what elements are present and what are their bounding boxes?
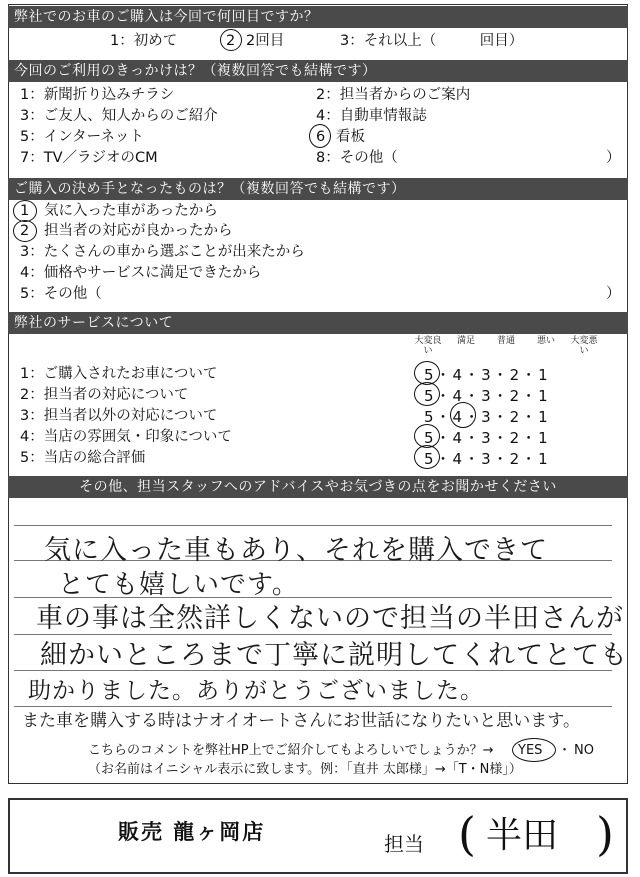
q4-item-2-scale: 5・4・3・2・1 xyxy=(424,387,550,405)
q3-circled-number-1: 1 xyxy=(20,203,30,219)
q2-option-3: 3：ご友人、知人からのご紹介 xyxy=(20,108,218,124)
scale-label-bad: 悪い xyxy=(536,336,555,346)
q3-option-5: 5：その他（ xyxy=(20,286,102,302)
q3-title: ご購入の決め手となったものは？（複数回答でも結構です） xyxy=(8,178,628,200)
q2-option-6: 看板 xyxy=(336,129,365,145)
q4-item-1-scale: 5・4・3・2・1 xyxy=(424,366,550,384)
handwritten-line-2: とても嬉しいです。 xyxy=(58,570,299,600)
staff-open-paren: ( xyxy=(458,807,476,861)
q3-close-paren: ） xyxy=(606,286,621,302)
q2-option-2: 2：担当者からのご案内 xyxy=(316,87,471,103)
q4-item-1: 1：ご購入されたお車について xyxy=(20,366,218,382)
q4-item-4: 4：当店の雰囲気・印象について xyxy=(20,429,232,445)
q1-option-3: 3：それ以上（ 回目） xyxy=(340,33,524,49)
q3-option-2: 担当者の対応が良かったから xyxy=(44,223,233,239)
scale-label-very-bad: 大変悪い xyxy=(570,336,598,356)
q2-option-1: 1：新聞折り込みチラシ xyxy=(20,87,175,103)
consent-question: こちらのコメントを弊社HP上でご紹介してもよろしいでしょうか？→ xyxy=(88,743,494,758)
q2-option-4: 4：自動車情報誌 xyxy=(316,108,427,124)
handwritten-line-5: 助かりました。ありがとうございました。 xyxy=(28,678,484,704)
q1-title: 弊社でのお車のご購入は今回で何回目ですか？ xyxy=(8,6,628,28)
q4-item-3: 3：担当者以外の対応について xyxy=(20,408,218,424)
consent-sep: ・ xyxy=(558,743,572,758)
handwritten-line-1: 気に入った車もあり、それを購入できて xyxy=(44,535,548,566)
staff-label: 担当 xyxy=(384,832,424,856)
q4-item-3-rating-mark xyxy=(450,402,476,428)
q4-item-4-scale: 5・4・3・2・1 xyxy=(424,429,550,447)
q2-option-5: 5：インターネット xyxy=(20,129,144,145)
q4-item-3-scale: 5・4・3・2・1 xyxy=(424,408,550,426)
scale-label-very-good: 大変良い xyxy=(414,336,442,356)
handwritten-line-4: 細かいところまで丁寧に説明してくれてとても xyxy=(40,640,628,671)
q3-option-1: 気に入った車があったから xyxy=(44,203,218,219)
q1-option-2: 2回目 xyxy=(246,33,285,49)
q1-option-1: 1：初めて xyxy=(110,33,178,49)
comment-rule xyxy=(14,525,612,526)
q2-close-paren: ） xyxy=(606,150,621,166)
q4-item-2: 2：担当者の対応について xyxy=(20,387,189,403)
consent-yes: YES xyxy=(518,743,543,758)
consent-no: NO xyxy=(574,743,594,758)
q3-circled-number-2: 2 xyxy=(20,223,30,239)
q2-title: 今回のご利用のきっかけは？（複数回答でも結構です） xyxy=(8,60,628,82)
store-name: 販売 龍ヶ岡店 xyxy=(118,820,266,844)
q2-circled-number: 6 xyxy=(316,129,326,145)
q5-title: その他、担当スタッフへのアドバイスやお気づきの点をお聞かせください xyxy=(8,476,628,498)
q2-option-7: 7：TV／ラジオのCM xyxy=(20,150,158,166)
q4-item-5-scale: 5・4・3・2・1 xyxy=(424,450,550,468)
q4-item-5: 5：当店の総合評価 xyxy=(20,450,146,466)
scale-label-normal: 普通 xyxy=(496,336,515,346)
initials-note: （お名前はイニシャル表示に致します。例：「直井 太郎様」→「T・N様」） xyxy=(88,762,522,777)
handwritten-line-6: また車を購入する時はナオイオートさんにお世話になりたいと思います。 xyxy=(22,711,580,731)
staff-name: 半田 xyxy=(486,815,559,856)
q2-option-8: 8：その他（ xyxy=(316,150,398,166)
q4-item-2-rating-mark xyxy=(414,382,440,406)
scale-label-satisfied: 満足 xyxy=(456,336,475,346)
handwritten-line-3: 車の事は全然詳しくないので担当の半田さんが xyxy=(36,603,624,634)
q1-circled-number: 2 xyxy=(226,33,236,49)
staff-close-paren: ) xyxy=(596,807,614,861)
q4-item-5-rating-mark xyxy=(414,445,440,469)
q3-option-3: 3：たくさんの車から選ぶことが出来たから xyxy=(20,244,305,260)
q3-option-4: 4：価格やサービスに満足できたから xyxy=(20,265,262,281)
q4-title: 弊社のサービスについて xyxy=(8,312,628,334)
